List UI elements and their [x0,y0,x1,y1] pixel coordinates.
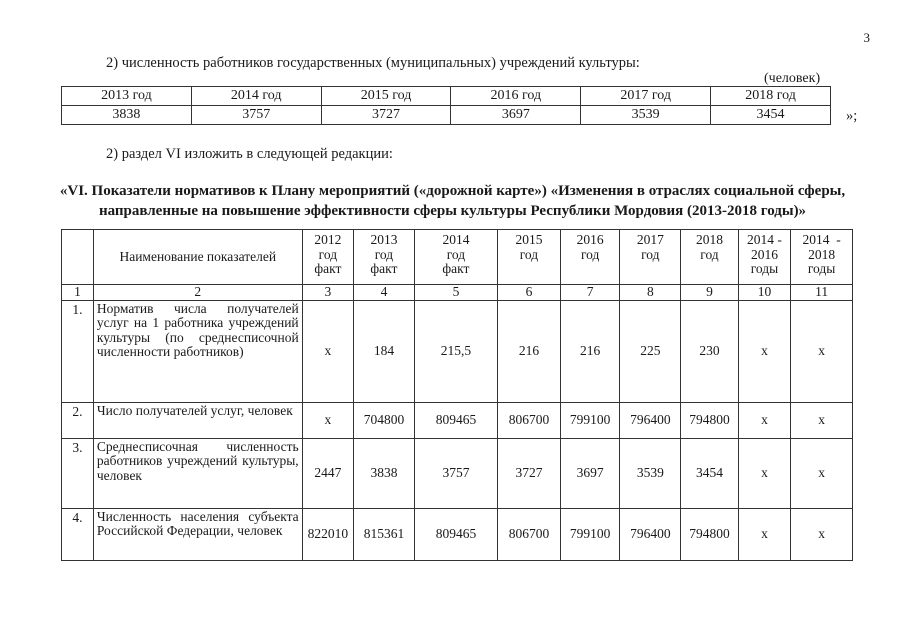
col-header-line: 2017 [636,232,664,247]
table-row [62,508,853,560]
row-number: 3. [62,438,94,508]
column-index-row [62,285,853,301]
column-index: 10 [738,285,790,301]
col-header-line: 2012 [314,232,342,247]
col-header-2016 [560,230,620,285]
cell-value: 3757 [414,438,497,508]
table-row [62,438,853,508]
cell-value: 796400 [620,508,681,560]
workers-value: 3727 [321,106,451,125]
column-index: 6 [498,285,561,301]
column-index: 11 [791,285,853,301]
section-heading [30,181,875,221]
indicators-table [61,229,853,561]
col-header-line: 2015 [515,232,543,247]
col-header-line: год [318,246,338,262]
col-header-line: факт [314,261,342,276]
col-header-line: годы [807,261,836,276]
cell-value: 3838 [354,438,415,508]
cell-value: 3727 [498,438,561,508]
paragraph-workers-count: 2) численность работников государственных (муниципальных) учреждений культуры: [106,55,640,71]
num-header [62,230,94,285]
cell-value: 184 [354,300,415,402]
cell-value: 806700 [498,508,561,560]
cell-value: 3697 [560,438,620,508]
column-index: 7 [560,285,620,301]
col-header-line: 2016 [576,232,604,247]
cell-value: х [791,508,853,560]
unit-label: (человек) [764,71,821,86]
col-header-2018 [681,230,739,285]
cell-value: 796400 [620,402,681,438]
indicators-header-row [62,230,853,285]
cell-value: 2447 [302,438,353,508]
cell-value: 806700 [498,402,561,438]
col-header-2014-2016 [738,230,790,285]
section-heading-line2: направленные на повышение эффективности сферы культуры Республики Мордовия (2013-2018 годы)» [98,203,807,219]
col-header-2014-2018 [791,230,853,285]
cell-value: х [791,300,853,402]
col-header-line: 2014 - [747,232,782,247]
col-header-line: 2016 [750,246,778,262]
cell-value: х [302,300,353,402]
cell-value: 794800 [681,402,739,438]
table-row [62,402,853,438]
year-header: 2014 год [191,87,321,106]
year-header: 2016 год [451,87,581,106]
cell-value: х [791,438,853,508]
col-header-line: 2014 [442,232,470,247]
cell-value: 794800 [681,508,739,560]
cell-value: 216 [560,300,620,402]
col-header-line: год [519,246,539,262]
cell-value: 225 [620,300,681,402]
cell-value: 799100 [560,402,620,438]
row-number: 4. [62,508,94,560]
cell-value: х [791,402,853,438]
row-number: 2. [62,402,94,438]
workers-value: 3838 [62,106,192,125]
workers-value: 3757 [191,106,321,125]
col-header-line: год [641,246,660,262]
col-header-line: годы [750,261,779,276]
name-header: Наименование показателей [93,230,302,285]
workers-table [61,86,831,125]
page-number: 3 [863,30,870,45]
cell-value: 704800 [354,402,415,438]
column-index: 8 [620,285,681,301]
cell-value: 215,5 [414,300,497,402]
cell-value: х [738,402,790,438]
workers-value: 3697 [451,106,581,125]
year-header: 2015 год [321,87,451,106]
cell-value: 815361 [354,508,415,560]
year-header: 2017 год [581,87,711,106]
row-name: Среднесписочная численность работников учреждений культуры, человек [93,438,302,508]
col-header-line: 2013 [370,232,398,247]
col-header-2014 [414,230,497,285]
col-header-line: год [580,246,600,262]
col-header-line: 2018 [808,246,836,262]
row-name: Число получателей услуг, человек [93,402,302,438]
cell-value: 230 [681,300,739,402]
cell-value: 822010 [302,508,353,560]
workers-table-values-row [62,106,831,125]
cell-value: 809465 [414,402,497,438]
row-name: Норматив числа получателей услуг на 1 работника учреждений культуры (по среднесписочной численности работников) [93,300,302,402]
cell-value: 3454 [681,438,739,508]
cell-value: х [302,402,353,438]
paragraph-section-vi: 2) раздел VI изложить в следующей редакции: [106,146,393,162]
column-index: 1 [62,285,94,301]
closing-quote: »; [846,108,858,124]
row-name: Численность населения субъекта Российской Федерации, человек [93,508,302,560]
col-header-line: год [446,246,466,262]
cell-value: х [738,508,790,560]
col-header-2013 [354,230,415,285]
cell-value: х [738,438,790,508]
cell-value: 809465 [414,508,497,560]
row-number: 1. [62,300,94,402]
workers-value: 3539 [581,106,711,125]
workers-table-header-row [62,87,831,106]
col-header-line: факт [370,261,398,276]
col-header-2012 [302,230,353,285]
col-header-2015 [498,230,561,285]
cell-value: 799100 [560,508,620,560]
col-header-line: 2018 [695,232,723,247]
column-index: 9 [681,285,739,301]
column-index: 4 [354,285,415,301]
section-heading-line1: «VI. Показатели нормативов к Плану мероприятий («дорожной карте») «Изменения в отраслях социальной сферы, [59,183,846,199]
col-header-line: год [374,246,394,262]
cell-value: 216 [498,300,561,402]
year-header: 2013 год [62,87,192,106]
workers-value: 3454 [711,106,831,125]
col-header-2017 [620,230,681,285]
year-header: 2018 год [711,87,831,106]
col-header-line: год [700,246,719,262]
cell-value: 3539 [620,438,681,508]
column-index: 2 [93,285,302,301]
cell-value: х [738,300,790,402]
table-row [62,300,853,402]
column-index: 3 [302,285,353,301]
column-index: 5 [414,285,497,301]
col-header-line: 2014 - [802,232,841,247]
col-header-line: факт [442,261,470,276]
